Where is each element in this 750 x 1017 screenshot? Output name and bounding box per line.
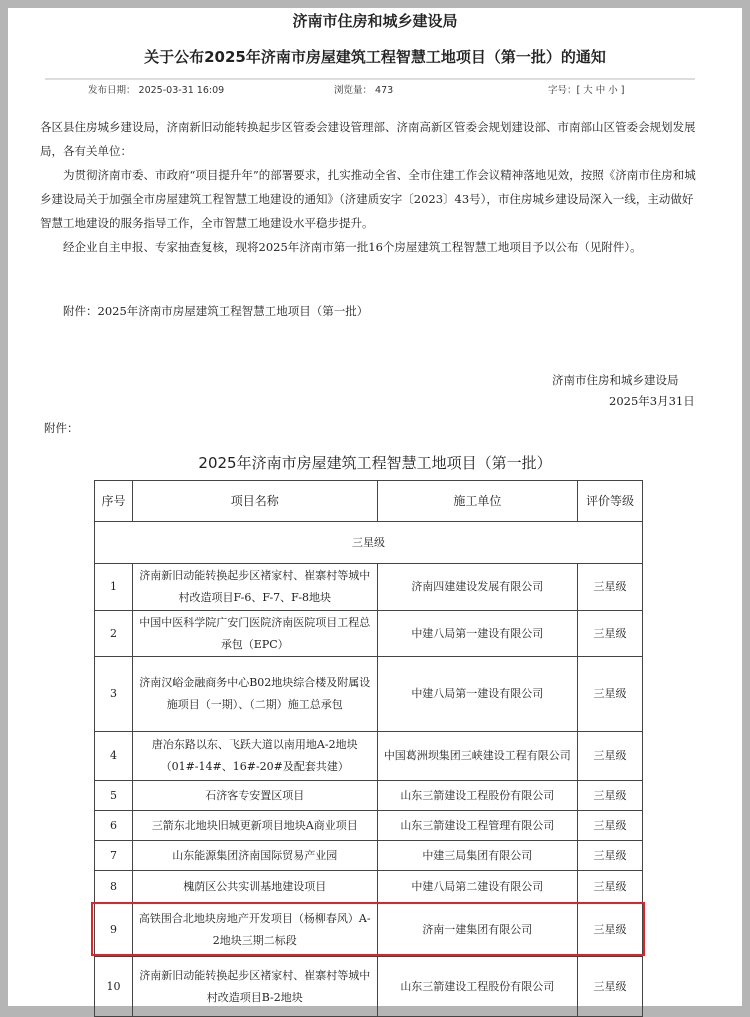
row-number: 4	[95, 732, 133, 781]
table-row	[95, 781, 643, 811]
section-row	[95, 522, 643, 564]
font-size-options[interactable]: [ 大 中 小 ]	[576, 85, 625, 96]
project-name: 三箭东北地块旧城更新项目地块A商业项目	[132, 811, 377, 841]
table-row	[95, 732, 643, 781]
header-cell: 评价等级	[578, 481, 643, 522]
rating: 三星级	[578, 841, 643, 871]
table-row	[95, 564, 643, 611]
paragraph-1: 为贯彻济南市委、市政府“项目提升年”的部署要求，扎实推动全省、全市住建工作会议精神落地见效，按照《济南市住房和城乡建设局关于加强全市房屋建筑工程智慧工地建设的通知》（济建质安字〔2023〕43号），市住房城乡建设局深入一线，主动做好智慧工地建设的服务指导工作，全市智慧工地建设水平稳步提升。	[40, 168, 696, 230]
contractor: 山东三箭建设工程管理有限公司	[377, 811, 578, 841]
row-number: 10	[95, 957, 133, 1017]
row-number: 7	[95, 841, 133, 871]
contractor: 中建八局第二建设有限公司	[377, 871, 578, 903]
publish-date	[88, 82, 224, 96]
row-number: 2	[95, 611, 133, 657]
table-row	[95, 871, 643, 903]
row-number: 6	[95, 811, 133, 841]
date-label: 发布日期：	[88, 85, 136, 96]
table-row	[95, 657, 643, 732]
page-title: 关于公布2025年济南市房屋建筑工程智慧工地项目（第一批）的通知	[144, 48, 606, 66]
rating: 三星级	[578, 657, 643, 732]
row-number: 1	[95, 564, 133, 611]
contractor: 中建三局集团有限公司	[377, 841, 578, 871]
row-number: 5	[95, 781, 133, 811]
divider	[45, 78, 695, 80]
attachment-label: 附件：	[44, 421, 79, 435]
project-name: 济南新旧动能转换起步区褚家村、崔寨村等城中村改造项目B-2地块	[132, 957, 377, 1017]
project-name: 石济客专安置区项目	[132, 781, 377, 811]
rating: 三星级	[578, 611, 643, 657]
font-size-control	[548, 82, 625, 96]
project-name: 唐冶东路以东、飞跃大道以南用地A-2地块（01#-14#、16#-20#及配套共建）	[132, 732, 377, 781]
salutation: 各区县住房城乡建设局，济南新旧动能转换起步区管委会建设管理部、济南高新区管委会规划建设部、市南部山区管委会规划发展局，各有关单位：	[40, 120, 696, 158]
contractor: 济南一建集团有限公司	[377, 903, 578, 957]
contractor: 山东三箭建设工程股份有限公司	[377, 957, 578, 1017]
views-label: 浏览量：	[334, 85, 373, 96]
date-value: 2025-03-31 16:09	[138, 85, 225, 96]
table-title: 2025年济南市房屋建筑工程智慧工地项目（第一批）	[198, 454, 552, 472]
header-cell: 项目名称	[132, 481, 377, 522]
rating: 三星级	[578, 564, 643, 611]
views-value: 473	[375, 85, 394, 96]
rating: 三星级	[578, 781, 643, 811]
rating: 三星级	[578, 903, 643, 957]
table-row	[95, 611, 643, 657]
project-name: 中国中医科学院广安门医院济南医院项目工程总承包（EPC）	[132, 611, 377, 657]
contractor: 中建八局第一建设有限公司	[377, 611, 578, 657]
project-name: 槐荫区公共实训基地建设项目	[132, 871, 377, 903]
contractor: 中建八局第一建设有限公司	[377, 657, 578, 732]
highlight-box	[91, 902, 645, 956]
project-name: 济南汉峪金融商务中心B02地块综合楼及附属设施项目（一期）、（二期）施工总承包	[132, 657, 377, 732]
contractor: 济南四建建设发展有限公司	[377, 564, 578, 611]
rating: 三星级	[578, 732, 643, 781]
attachment-link[interactable]: 附件：2025年济南市房屋建筑工程智慧工地项目（第一批）	[63, 304, 369, 318]
project-name: 高铁围合北地块房地产开发项目（杨柳春风）A-2地块三期二标段	[132, 903, 377, 957]
contractor: 中国葛洲坝集团三峡建设工程有限公司	[377, 732, 578, 781]
project-name: 山东能源集团济南国际贸易产业园	[132, 841, 377, 871]
row-number: 8	[95, 871, 133, 903]
signer: 济南市住房和城乡建设局	[552, 373, 679, 387]
paragraph-2: 经企业自主申报、专家抽查复核，现将2025年济南市第一批16个房屋建筑工程智慧工地项目予以公布（见附件）。	[63, 240, 642, 254]
project-name: 济南新旧动能转换起步区褚家村、崔寨村等城中村改造项目F-6、F-7、F-8地块	[132, 564, 377, 611]
row-number: 3	[95, 657, 133, 732]
view-count	[334, 82, 393, 96]
header-cell: 施工单位	[377, 481, 578, 522]
contractor: 山东三箭建设工程股份有限公司	[377, 781, 578, 811]
site-name: 济南市住房和城乡建设局	[292, 12, 458, 30]
table-row	[95, 957, 643, 1017]
rating: 三星级	[578, 871, 643, 903]
font-size-label: 字号：	[548, 85, 577, 96]
table-row	[95, 841, 643, 871]
row-number: 9	[95, 903, 133, 957]
table-header	[95, 481, 643, 522]
section-label: 三星级	[95, 522, 643, 564]
table-row	[95, 811, 643, 841]
sign-date: 2025年3月31日	[609, 394, 695, 408]
rating: 三星级	[578, 811, 643, 841]
header-cell: 序号	[95, 481, 133, 522]
rating: 三星级	[578, 957, 643, 1017]
